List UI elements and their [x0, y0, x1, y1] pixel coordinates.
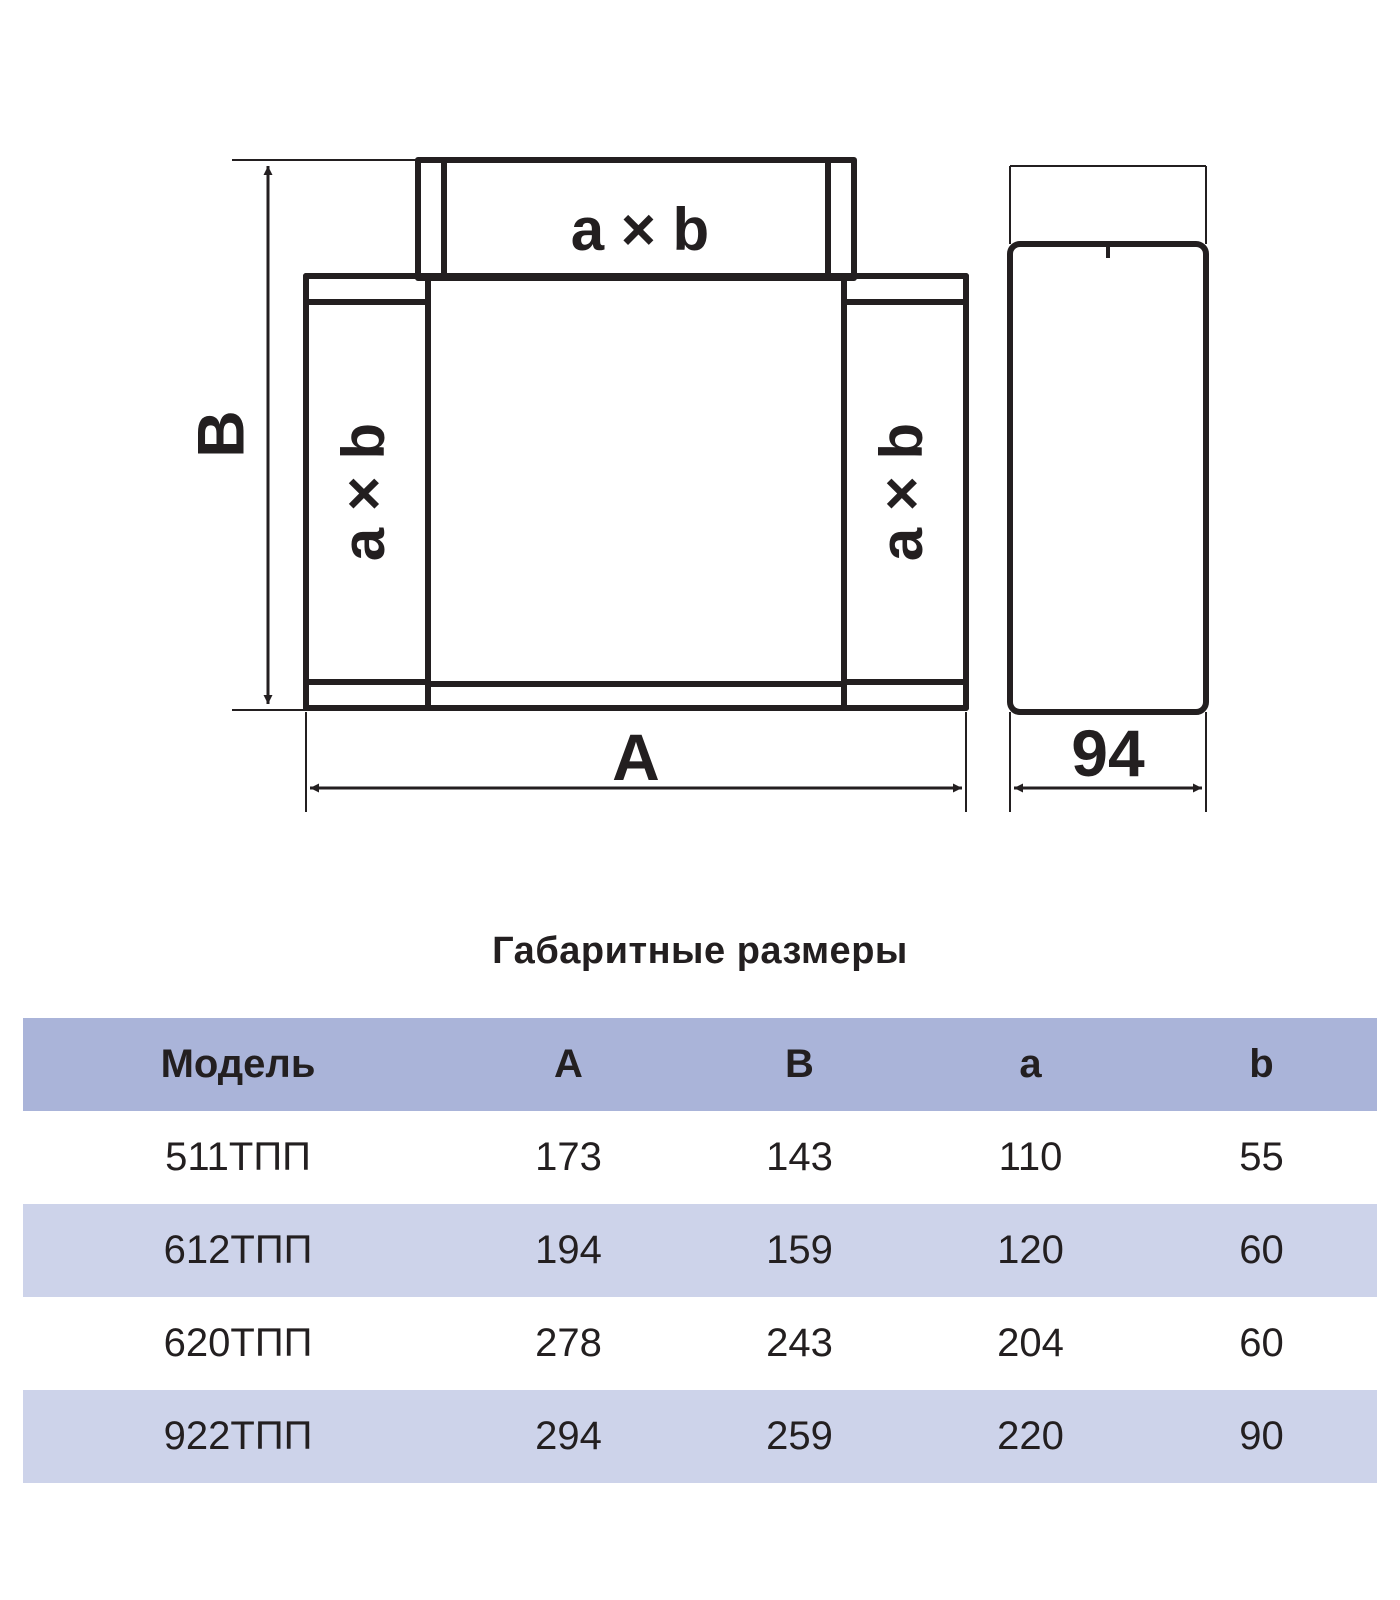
cell-B: 159	[684, 1204, 915, 1297]
drawing-labels	[183, 196, 1145, 794]
header-a: a	[915, 1018, 1146, 1111]
table-row	[23, 1390, 1377, 1483]
cell-b: 60	[1239, 1321, 1284, 1365]
dimensions-table	[23, 1018, 1377, 1483]
top-port-label: a × b	[570, 196, 710, 263]
height-dimension-label: B	[183, 410, 258, 458]
table-row	[23, 1297, 1377, 1390]
cell-b: 55	[1239, 1135, 1284, 1179]
cell-model: 922ТПП	[23, 1390, 453, 1483]
cell-a: 120	[915, 1204, 1146, 1297]
table-title: Габаритные размеры	[492, 930, 908, 972]
right-port-label: a × b	[867, 422, 935, 562]
table-row	[23, 1111, 1377, 1204]
width-dimension-label: A	[612, 720, 660, 794]
cell-b: 60	[1146, 1204, 1377, 1297]
side-view	[1010, 166, 1206, 712]
cell-a: 110	[998, 1135, 1063, 1179]
cell-B: 243	[766, 1321, 833, 1365]
cell-B: 143	[766, 1135, 833, 1179]
cell-a: 204	[997, 1321, 1064, 1365]
left-port-label: a × b	[329, 422, 397, 562]
cell-A: 173	[535, 1135, 602, 1179]
cell-model: 511ТПП	[165, 1135, 311, 1179]
side-body	[1010, 244, 1206, 712]
cell-a: 220	[915, 1390, 1146, 1483]
cell-A: 278	[535, 1321, 602, 1365]
header-b: b	[1146, 1018, 1377, 1111]
table-header-row	[23, 1018, 1377, 1111]
header-model: Модель	[23, 1018, 453, 1111]
cell-A: 194	[453, 1204, 684, 1297]
cell-b: 90	[1146, 1390, 1377, 1483]
header-A: A	[453, 1018, 684, 1111]
cell-model: 620ТПП	[163, 1321, 313, 1365]
cell-B: 259	[684, 1390, 915, 1483]
depth-dimension-label: 94	[1071, 716, 1145, 790]
cell-A: 294	[453, 1390, 684, 1483]
table-row	[23, 1204, 1377, 1297]
cell-model: 612ТПП	[23, 1204, 453, 1297]
header-B: B	[684, 1018, 915, 1111]
